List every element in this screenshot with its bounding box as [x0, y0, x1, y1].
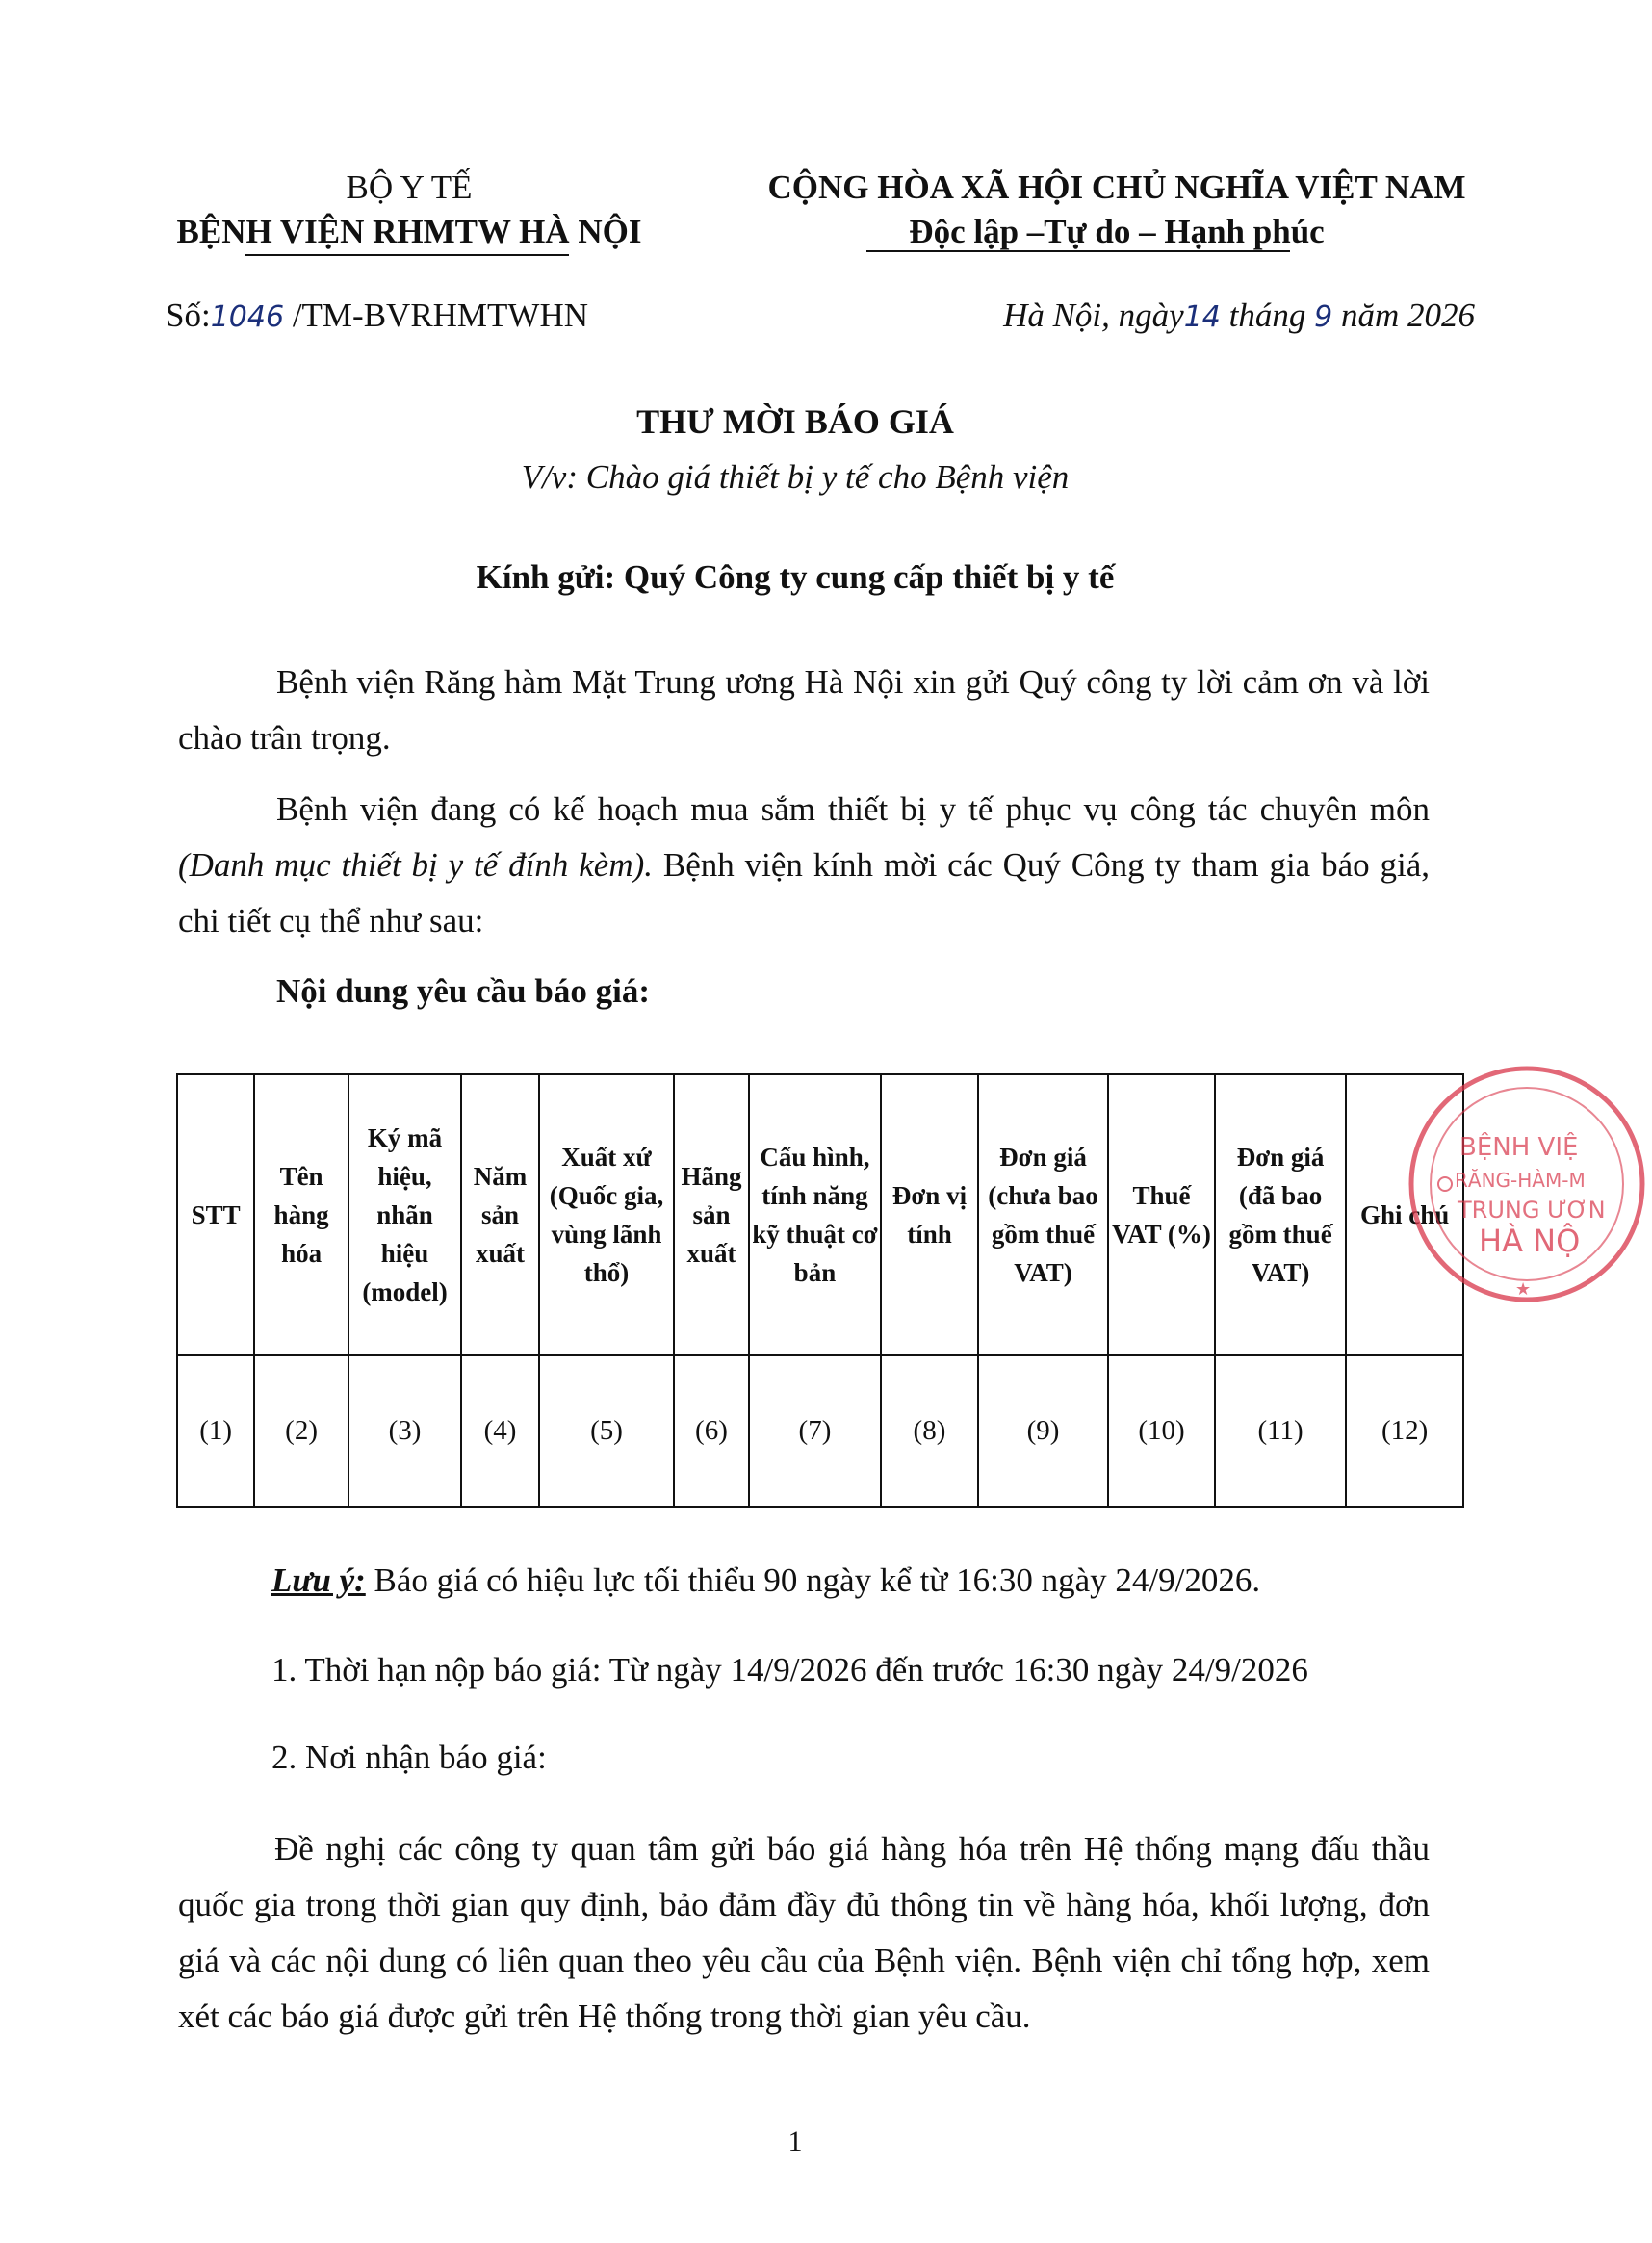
table-row — [177, 1355, 1463, 1507]
header-cell: STT — [177, 1074, 254, 1355]
index-cell: (6) — [674, 1355, 748, 1507]
section-heading: Nội dung yêu cầu báo giá: — [276, 972, 650, 1010]
svg-text:HÀ NỘ: HÀ NỘ — [1479, 1223, 1581, 1259]
document-number: Số:1046 /TM-BVRHMTWHN — [166, 296, 589, 334]
handwritten-number: 1046 — [210, 300, 285, 334]
index-cell: (3) — [348, 1355, 462, 1507]
header-cell: Ghi chú — [1346, 1074, 1463, 1355]
index-cell: (9) — [978, 1355, 1109, 1507]
svg-text:RĂNG-HÀM-M: RĂNG-HÀM-M — [1455, 1169, 1586, 1192]
page-number: 1 — [787, 2126, 803, 2157]
table-header-row — [177, 1074, 1463, 1355]
header-cell: Xuất xứ (Quốc gia, vùng lãnh thổ) — [539, 1074, 675, 1355]
addressee: Kính gửi: Quý Công ty cung cấp thiết bị y tế — [476, 558, 1115, 596]
document-subject: V/v: Chào giá thiết bị y tế cho Bệnh viện — [521, 458, 1070, 496]
header-cell: Hãng sản xuất — [674, 1074, 748, 1355]
handwritten-month: 9 — [1314, 300, 1333, 334]
index-cell: (1) — [177, 1355, 254, 1507]
motto-underline — [866, 250, 1290, 252]
index-cell: (10) — [1108, 1355, 1214, 1507]
header-cell: Năm sản xuất — [461, 1074, 538, 1355]
header-cell: Ký mã hiệu, nhãn hiệu (model) — [348, 1074, 462, 1355]
validity-note — [271, 1561, 1260, 1600]
republic-name: CỘNG HÒA XÃ HỘI CHỦ NGHĨA VIỆT NAM — [767, 168, 1466, 206]
index-cell: (12) — [1346, 1355, 1463, 1507]
list-item: 2. Nơi nhận báo giá: — [271, 1739, 547, 1776]
index-cell: (4) — [461, 1355, 538, 1507]
quotation-table — [176, 1073, 1464, 1508]
svg-text:TRUNG ƯƠN: TRUNG ƯƠN — [1458, 1197, 1606, 1224]
svg-text:BỆNH VIỆ: BỆNH VIỆ — [1459, 1133, 1579, 1162]
paragraph-plan: Bệnh viện đang có kế hoạch mua sắm thiết bị y tế phục vụ công tác chuyên môn (Danh mục thiết bị y tế đính kèm). Bệnh viện kính mời các Quý Công ty tham gia báo giá, chi tiết cụ thể như sau: — [178, 790, 1430, 940]
list-item: 1. Thời hạn nộp báo giá: Từ ngày 14/9/2026 đến trước 16:30 ngày 24/9/2026 — [271, 1651, 1308, 1689]
index-cell: (7) — [749, 1355, 882, 1507]
paragraph-greeting: Bệnh viện Răng hàm Mặt Trung ương Hà Nội xin gửi Quý công ty lời cảm ơn và lời chào trân trọng. — [178, 663, 1430, 757]
index-cell: (8) — [881, 1355, 977, 1507]
note-text: Báo giá có hiệu lực tối thiểu 90 ngày kể từ 16:30 ngày 24/9/2026. — [365, 1561, 1261, 1599]
hospital-underline — [245, 254, 569, 256]
hospital-name: BỆNH VIỆN RHMTW HÀ NỘI — [176, 213, 642, 250]
index-cell: (2) — [254, 1355, 348, 1507]
header-cell: Đơn giá (chưa bao gồm thuế VAT) — [978, 1074, 1109, 1355]
ministry-name: BỘ Y TẾ — [346, 168, 473, 206]
hospital-seal — [1402, 1059, 1652, 1309]
header-cell: Thuế VAT (%) — [1108, 1074, 1214, 1355]
national-motto: Độc lập –Tự do – Hạnh phúc — [909, 213, 1325, 250]
document-title: THƯ MỜI BÁO GIÁ — [636, 402, 954, 441]
paragraph-closing: Đề nghị các công ty quan tâm gửi báo giá hàng hóa trên Hệ thống mạng đấu thầu quốc gia trong thời gian quy định, bảo đảm đầy đủ thông tin về hàng hóa, khối lượng, đơn giá và các nội dung có liên quan theo yêu cầu của Bệnh viện. Bệnh viện chỉ tổng hợp, xem xét các báo giá được gửi trên Hệ thống trong thời gian yêu cầu. — [178, 1830, 1430, 2035]
date-line: Hà Nội, ngày14 tháng 9 năm 2026 — [1003, 296, 1475, 334]
index-cell: (5) — [539, 1355, 675, 1507]
index-cell: (11) — [1215, 1355, 1347, 1507]
handwritten-day: 14 — [1183, 300, 1221, 334]
header-cell: Đơn giá (đã bao gồm thuế VAT) — [1215, 1074, 1347, 1355]
header-cell: Tên hàng hóa — [254, 1074, 348, 1355]
header-cell: Cấu hình, tính năng kỹ thuật cơ bản — [749, 1074, 882, 1355]
svg-text:★: ★ — [1515, 1279, 1532, 1300]
note-label: Lưu ý: — [271, 1561, 366, 1599]
header-cell: Đơn vị tính — [881, 1074, 977, 1355]
